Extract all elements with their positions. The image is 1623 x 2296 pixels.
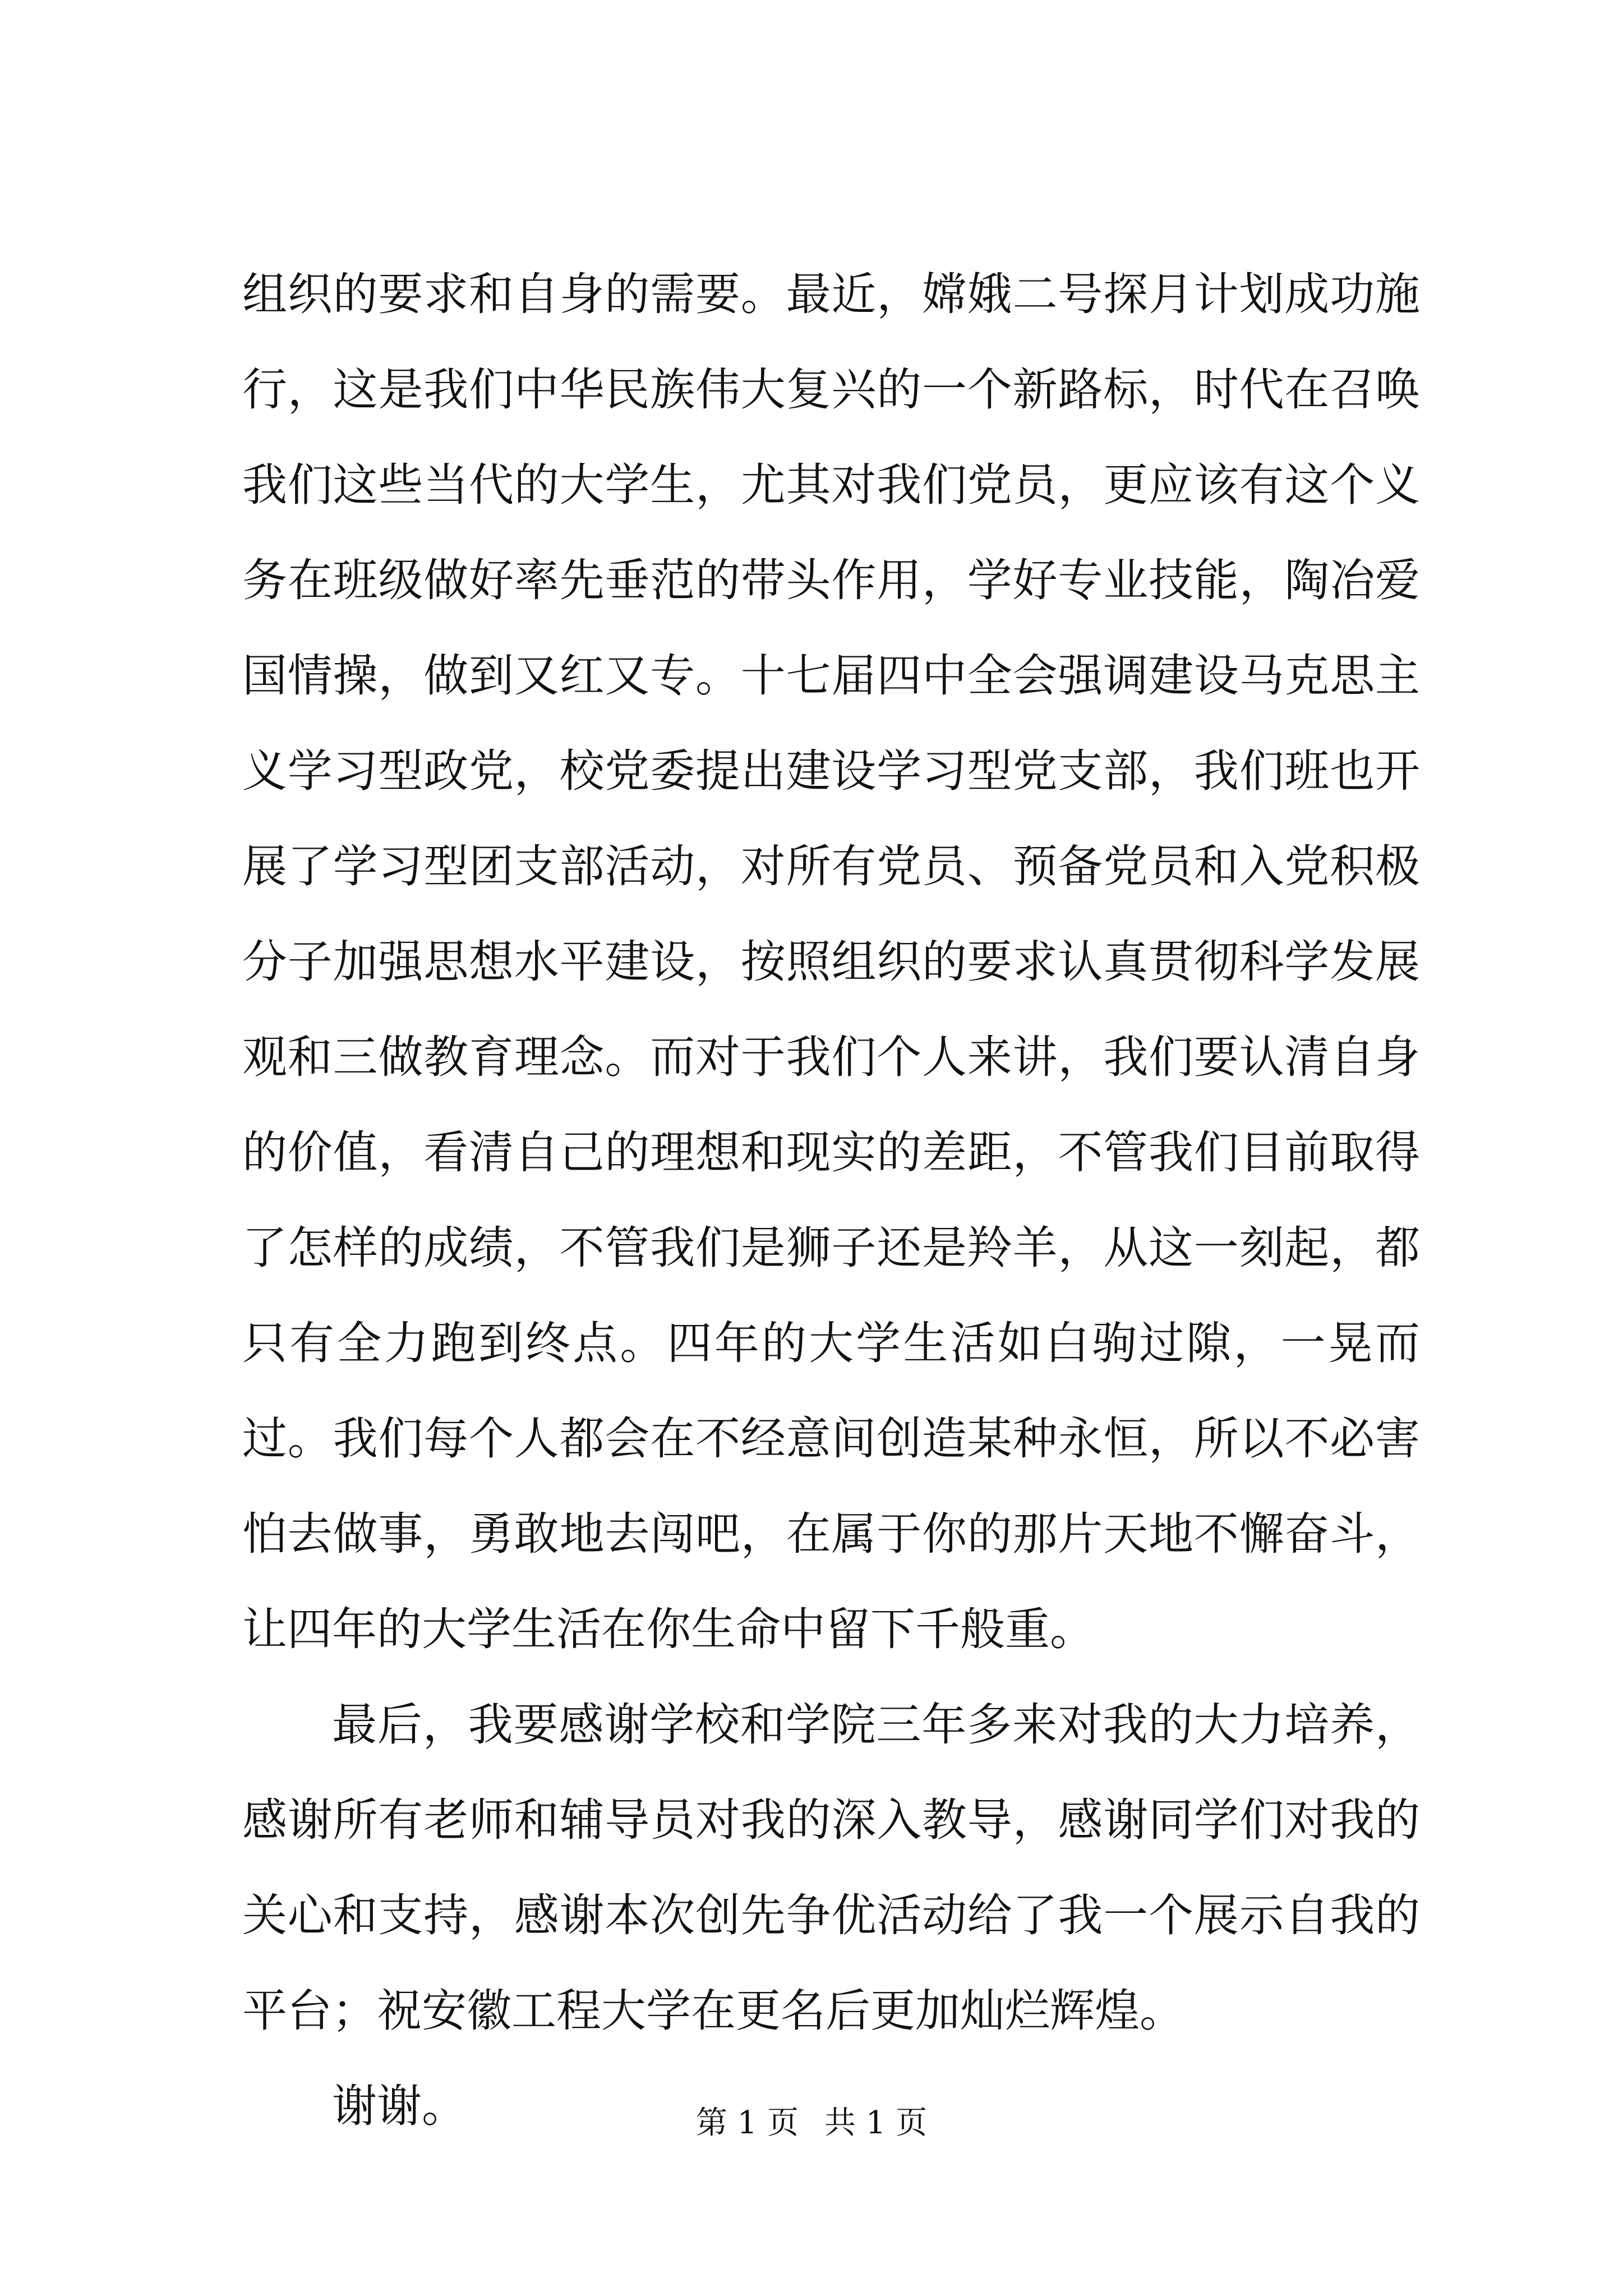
- page-total: 共 1 页: [824, 2105, 928, 2141]
- document-body: [242, 247, 1420, 2154]
- paragraph-continuation: 组织的要求和自身的需要。最近，嫦娥二号探月计划成功施行，这是我们中华民族伟大复兴的一个新路标，时代在召唤我们这些当代的大学生，尤其对我们党员，更应该有这个义务在班级做好率先垂范的带头作用，学好专业技能，陶冶爱国情操，做到又红又专。十七届四中全会强调建设马克思主义学习型政党，校党委提出建设学习型党支部，我们班也开展了学习型团支部活动，对所有党员、预备党员和入党积极分子加强思想水平建设，按照组织的要求认真贯彻科学发展观和三做教育理念。而对于我们个人来讲，我们要认清自身的价值，看清自己的理想和现实的差距，不管我们目前取得了怎样的成绩，不管我们是狮子还是羚羊，从这一刻起，都只有全力跑到终点。四年的大学生活如白驹过隙，一晃而过。我们每个人都会在不经意间创造某种永恒，所以不必害怕去做事，勇敢地去闯吧，在属于你的那片天地不懈奋斗，让四年的大学生活在你生命中留下千般重。: [242, 268, 1420, 1655]
- paragraph-thank-you: 谢谢。: [332, 2080, 467, 2132]
- paragraph-thanks-closing: 最后，我要感谢学校和学院三年多来对我的大力培养，感谢所有老师和辅导员对我的深入教导，感谢同学们对我的关心和支持，感谢本次创先争优活动给了我一个展示自我的平台；祝安徽工程大学在更名后更加灿烂辉煌。: [242, 1699, 1420, 2037]
- page-number: 第 1 页: [695, 2105, 799, 2141]
- page-footer: [0, 2098, 1623, 2143]
